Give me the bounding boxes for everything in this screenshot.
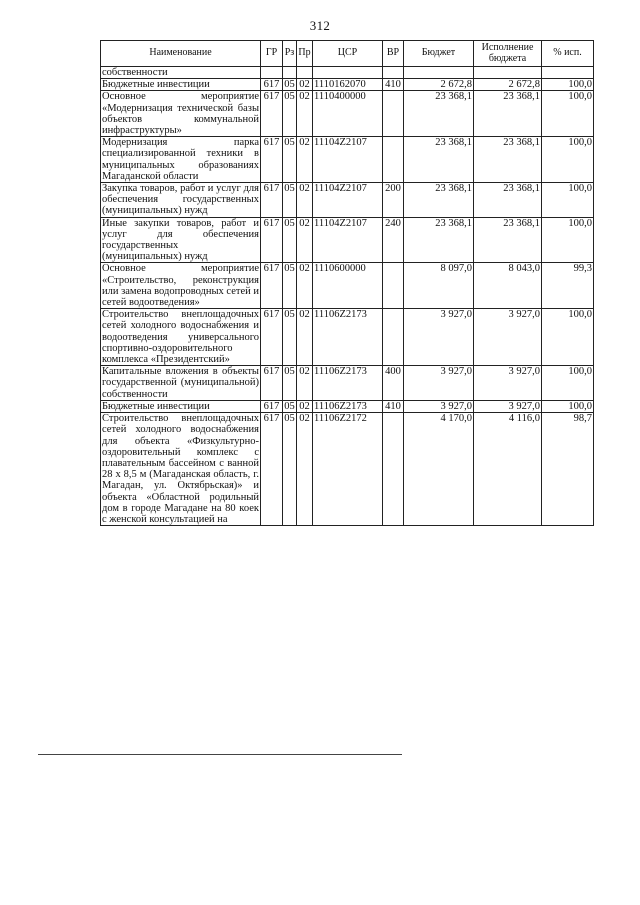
table-row	[101, 400, 594, 412]
row-execution: 23 368,1	[474, 91, 542, 137]
row-execution: 4 116,0	[474, 413, 542, 526]
row-csr: 11104Z2107	[313, 183, 383, 218]
row-budget: 3 927,0	[404, 309, 474, 366]
row-budget: 4 170,0	[404, 413, 474, 526]
row-pr: 02	[297, 263, 313, 309]
row-execution	[474, 67, 542, 79]
row-vr	[383, 91, 404, 137]
row-pr: 02	[297, 413, 313, 526]
row-execution: 23 368,1	[474, 183, 542, 218]
row-rz: 05	[283, 217, 297, 263]
row-rz: 05	[283, 263, 297, 309]
row-rz: 05	[283, 366, 297, 401]
row-vr: 240	[383, 217, 404, 263]
row-pct: 100,0	[542, 400, 594, 412]
row-execution: 3 927,0	[474, 400, 542, 412]
row-name: Бюджетные инвестиции	[101, 79, 261, 91]
row-rz: 05	[283, 413, 297, 526]
row-rz: 05	[283, 309, 297, 366]
row-csr: 11104Z2107	[313, 217, 383, 263]
row-pct: 100,0	[542, 366, 594, 401]
row-name: Бюджетные инвестиции	[101, 400, 261, 412]
header-name: Наименование	[101, 41, 261, 67]
row-pct: 98,7	[542, 413, 594, 526]
row-execution: 3 927,0	[474, 366, 542, 401]
row-gr: 617	[261, 91, 283, 137]
row-budget: 23 368,1	[404, 217, 474, 263]
row-vr	[383, 413, 404, 526]
row-name: собственности	[101, 67, 261, 79]
row-name: Строительство внеплощадочных сетей холодного водоснабжения и водоотведения универсального спортивно-оздоровительного комплекса «Президентский»	[102, 309, 259, 366]
header-budget: Бюджет	[404, 41, 474, 67]
row-pct	[542, 67, 594, 79]
page-number: 312	[309, 18, 331, 33]
row-vr	[383, 309, 404, 366]
row-csr	[313, 67, 383, 79]
row-pr: 02	[297, 217, 313, 263]
footnote-divider	[38, 754, 402, 755]
row-execution: 8 043,0	[474, 263, 542, 309]
row-vr: 410	[383, 400, 404, 412]
table-row	[101, 79, 594, 91]
row-gr	[261, 67, 283, 79]
row-budget	[404, 67, 474, 79]
row-gr: 617	[261, 309, 283, 366]
header-pr: Пр	[297, 41, 313, 67]
row-pr	[297, 67, 313, 79]
row-name: Строительство внеплощадочных сетей холодного водоснабжения для объекта «Физкультурно-оздоровительный комплекс с плавательным бассейном с ванной 28 x 8,5 м (Магаданская область, г. Магадан, ул. Октябрьская)» и объекта «Областной родильный дом в городе Магадане на 80 коек с женской консультацией на	[102, 413, 259, 525]
row-pct: 99,3	[542, 263, 594, 309]
row-gr: 617	[261, 263, 283, 309]
table-row	[101, 67, 594, 79]
row-budget: 23 368,1	[404, 137, 474, 183]
row-gr: 617	[261, 79, 283, 91]
row-pct: 100,0	[542, 79, 594, 91]
row-name: Закупка товаров, работ и услуг для обеспечения государственных (муниципальных) нужд	[102, 183, 259, 217]
row-csr: 1110600000	[313, 263, 383, 309]
row-pct: 100,0	[542, 183, 594, 218]
row-pr: 02	[297, 366, 313, 401]
row-pr: 02	[297, 137, 313, 183]
row-pr: 02	[297, 400, 313, 412]
row-execution: 3 927,0	[474, 309, 542, 366]
row-gr: 617	[261, 400, 283, 412]
row-csr: 11104Z2107	[313, 137, 383, 183]
row-pr: 02	[297, 309, 313, 366]
row-budget: 8 097,0	[404, 263, 474, 309]
row-csr: 11106Z2173	[313, 400, 383, 412]
row-execution: 23 368,1	[474, 217, 542, 263]
row-name: Иные закупки товаров, работ и услуг для обеспечения государственных (муниципальных) нужд	[102, 217, 259, 263]
row-gr: 617	[261, 137, 283, 183]
row-pr: 02	[297, 79, 313, 91]
row-gr: 617	[261, 183, 283, 218]
header-pct: % исп.	[542, 41, 594, 67]
row-rz: 05	[283, 137, 297, 183]
row-name: Модернизация парка специализированной техники в муниципальных образованиях Магаданской области	[102, 137, 259, 182]
table-row	[101, 309, 594, 366]
row-rz: 05	[283, 91, 297, 137]
header-rz: Рз	[283, 41, 297, 67]
row-rz	[283, 67, 297, 79]
row-vr: 400	[383, 366, 404, 401]
table-row	[101, 91, 594, 137]
row-vr	[383, 137, 404, 183]
table-row	[101, 137, 594, 183]
row-name: Капитальные вложения в объекты государственной (муниципальной) собственности	[102, 366, 259, 400]
row-gr: 617	[261, 366, 283, 401]
row-pct: 100,0	[542, 309, 594, 366]
row-budget: 23 368,1	[404, 91, 474, 137]
table-row	[101, 366, 594, 401]
row-vr	[383, 263, 404, 309]
table-row	[101, 413, 594, 526]
row-rz: 05	[284, 400, 295, 412]
row-pr: 02	[297, 91, 313, 137]
header-vr: ВР	[383, 41, 404, 67]
table-row	[101, 217, 594, 263]
row-csr: 1110162070	[313, 79, 383, 91]
row-rz: 05	[284, 79, 295, 91]
row-budget: 23 368,1	[404, 183, 474, 218]
row-pr: 02	[297, 183, 313, 218]
row-csr: 11106Z2173	[313, 309, 383, 366]
row-pct: 100,0	[542, 137, 594, 183]
row-budget: 3 927,0	[404, 366, 474, 401]
row-budget: 3 927,0	[404, 400, 474, 412]
row-budget: 2 672,8	[404, 79, 474, 91]
row-csr: 11106Z2173	[313, 366, 383, 401]
row-name: Основное мероприятие «Строительство, реконструкция или замена водопроводных сетей и сетей водоотведения»	[102, 263, 259, 309]
row-name: Основное мероприятие «Модернизация технической базы объектов коммунальной инфраструктуры»	[102, 91, 259, 137]
row-vr	[383, 67, 404, 79]
table-row	[101, 263, 594, 309]
header-execution: Исполнение бюджета	[474, 41, 542, 67]
row-rz: 05	[283, 183, 297, 218]
row-pct: 100,0	[542, 217, 594, 263]
row-gr: 617	[261, 217, 283, 263]
row-execution: 23 368,1	[474, 137, 542, 183]
row-vr: 200	[383, 183, 404, 218]
row-vr: 410	[383, 79, 404, 91]
row-pct: 100,0	[542, 91, 594, 137]
header-gr: ГР	[261, 41, 283, 67]
budget-execution-table	[100, 40, 594, 526]
header-csr: ЦСР	[313, 41, 383, 67]
table-header-row	[101, 41, 594, 67]
row-execution: 2 672,8	[474, 79, 542, 91]
table-row	[101, 183, 594, 218]
row-csr: 1110400000	[313, 91, 383, 137]
row-gr: 617	[261, 413, 283, 526]
row-csr: 11106Z2172	[313, 413, 383, 526]
